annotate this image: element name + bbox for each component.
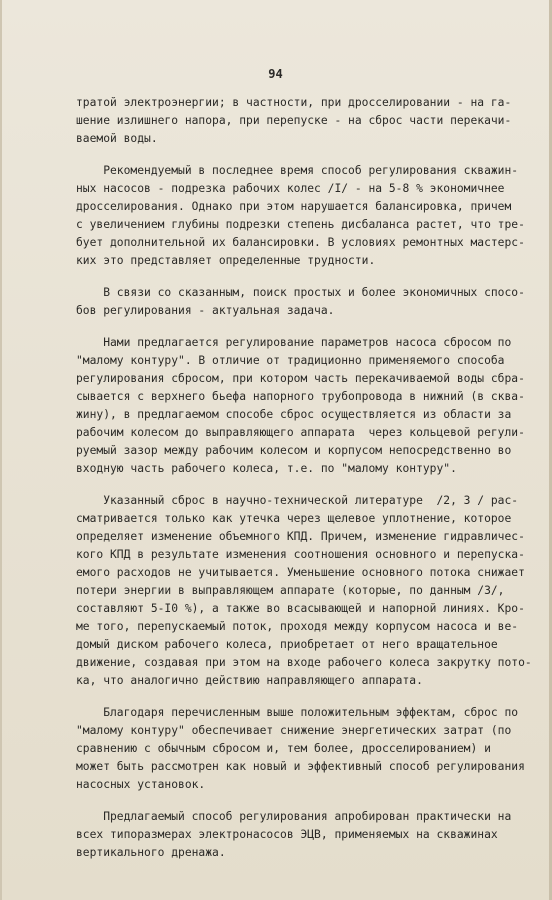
paragraph — [76, 162, 532, 270]
text-line: ных насосов - подрезка рабочих колес /I/ - на 5-8 % экономичнее — [76, 182, 505, 195]
paragraph — [76, 704, 532, 794]
text-line: бует дополнительной их балансировки. В условиях ремонтных мастерс- — [76, 236, 525, 249]
text-line: тратой электроэнергии; в частности, при дросселировании - на га- — [76, 96, 512, 109]
text-line: ме того, перепускаемый поток, проходя между корпусом насоса и ве- — [76, 620, 519, 633]
paragraph-gap — [76, 148, 532, 162]
paragraph-gap — [76, 270, 532, 284]
paragraph — [76, 284, 532, 320]
paragraph — [76, 334, 532, 478]
text-line: потери энергии в выправляющем аппарате (которые, по данным /3/, — [76, 584, 505, 597]
text-line: емого расходов не учитывается. Уменьшение основного потока снижает — [76, 566, 525, 579]
paragraph-gap — [76, 320, 532, 334]
text-line: насосных установок. — [76, 778, 206, 791]
text-line: сматривается только как утечка через щелевое уплотнение, которое — [76, 512, 512, 525]
text-line: определяет изменение объемного КПД. Причем, изменение гидравличес- — [76, 530, 525, 543]
text-line: "малому контуру". В отличие от традиционно применяемого способа — [76, 354, 505, 367]
text-line: движение, создавая при этом на входе рабочего колеса закрутку пото- — [76, 656, 532, 669]
text-line: входную часть рабочего колеса, т.е. по "малому контуру". — [76, 462, 457, 475]
text-line: ка, что аналогично действию направляющего аппарата. — [76, 674, 423, 687]
page-number: 94 — [268, 67, 283, 81]
text-line: "малому контуру" обеспечивает снижение энергетических затрат (по — [76, 724, 512, 737]
text-line: сравнению с обычным сбросом и, тем более, дросселированием) и — [76, 742, 491, 755]
text-line: ких это представляет определенные трудности. — [76, 254, 376, 267]
text-line: Благодаря перечисленным выше положительным эффектам, сброс по — [76, 706, 519, 719]
text-line: Предлагаемый способ регулирования апробирован практически на — [76, 810, 512, 823]
text-line: кого КПД в результате изменения соотношения основного и перепуска- — [76, 548, 525, 561]
text-line: домый диском рабочего колеса, приобретает от него вращательное — [76, 638, 498, 651]
text-line: Рекомендуемый в последнее время способ регулирования скважин- — [76, 164, 519, 177]
paragraph — [76, 808, 532, 862]
text-line: Указанный сброс в научно-технической литературе /2, 3 / рас- — [76, 494, 519, 507]
paragraph — [76, 492, 532, 690]
text-line: ваемой воды. — [76, 132, 158, 145]
paragraph-gap — [76, 478, 532, 492]
paragraph-gap — [76, 690, 532, 704]
text-line: Нами предлагается регулирование параметров насоса сбросом по — [76, 336, 512, 349]
paragraph — [76, 94, 532, 148]
text-line: всех типоразмерах электронасосов ЭЦВ, применяемых на скважинах — [76, 828, 498, 841]
text-line: составляют 5-I0 %), а также во всасывающей и напорной линиях. Кро- — [76, 602, 525, 615]
text-line: с увеличением глубины подрезки степень дисбаланса растет, что тре- — [76, 218, 525, 231]
text-line: дросселирования. Однако при этом нарушается балансировка, причем — [76, 200, 512, 213]
text-line: вертикального дренажа. — [76, 846, 226, 859]
text-line: сывается с верхнего бьефа напорного трубопровода в нижний (в сква- — [76, 390, 525, 403]
text-line: шение излишнего напора, при перепуске - на сброс части перекачи- — [76, 114, 512, 127]
body-text — [76, 94, 532, 862]
paragraph-gap — [76, 794, 532, 808]
text-line: рабочим колесом до выправляющего аппарата через кольцевой регули- — [76, 426, 525, 439]
text-line: бов регулирования - актуальная задача. — [76, 304, 335, 317]
text-line: регулирования сбросом, при котором часть перекачиваемой воды сбра- — [76, 372, 525, 385]
text-line: руемый зазор между рабочим колесом и корпусом непосредственно во — [76, 444, 512, 457]
text-line: В связи со сказанным, поиск простых и более экономичных спосо- — [76, 286, 525, 299]
text-line: жину), в предлагаемом способе сброс осуществляется из области за — [76, 408, 512, 421]
text-line: может быть рассмотрен как новый и эффективный способ регулирования — [76, 760, 525, 773]
